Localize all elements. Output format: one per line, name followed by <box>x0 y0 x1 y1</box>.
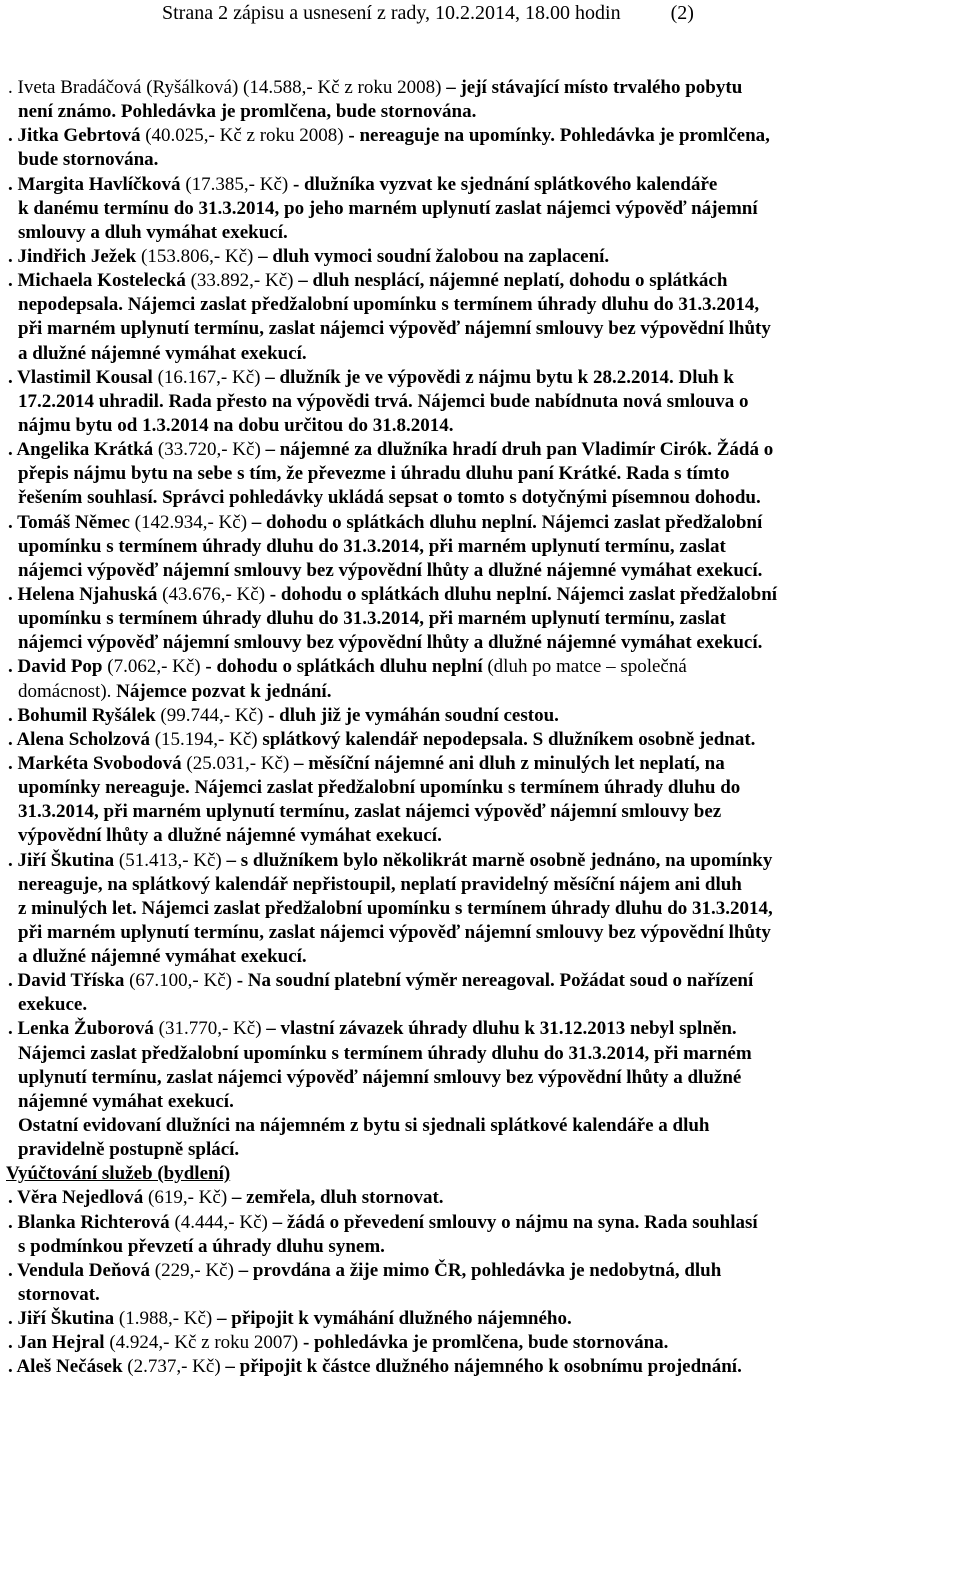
bold-text: řešením souhlasí. Správci pohledávky ukládá sepsat o tomto s dotyčnými písemnou dohodu. <box>18 487 761 509</box>
bold-text: – měsíční nájemné ani dluh z minulých let neplatí, na <box>294 752 725 774</box>
regular-text: (153.806,- Kč) <box>141 245 259 267</box>
list-item <box>0 1114 960 1162</box>
bold-text: upomínky nereaguje. Nájemci zaslat předžalobní upomínku s termínem úhrady dluhu do <box>18 777 741 799</box>
text-line <box>18 535 960 559</box>
regular-text: (99.744,- Kč) <box>160 704 269 726</box>
regular-text: (43.676,- Kč) <box>162 583 270 605</box>
text-line <box>18 148 960 172</box>
list-item <box>0 1186 960 1210</box>
list-item <box>0 1259 960 1307</box>
text-line <box>8 366 960 390</box>
regular-text: (33.892,- Kč) <box>190 270 299 292</box>
text-line <box>18 1283 960 1307</box>
text-line <box>8 655 960 679</box>
text-line <box>8 511 960 535</box>
bold-text: – vlastní závazek úhrady dluhu k 31.12.2013 nebyl splněn. <box>266 1018 737 1040</box>
text-line <box>18 342 960 366</box>
list-item <box>0 655 960 703</box>
text-line <box>18 680 960 704</box>
bold-text: . Michaela Kostelecká <box>8 270 191 292</box>
list-item <box>0 124 960 172</box>
text-line <box>18 197 960 221</box>
bold-text: 17.2.2014 uhradil. Rada přesto na výpovědi trvá. Nájemci bude nabídnuta nová smlouva o <box>18 390 749 412</box>
list-item <box>0 1307 960 1331</box>
bold-text: – dlužník je ve výpovědi z nájmu bytu k 28.2.2014. Dluh k <box>265 366 734 388</box>
bold-text: z minulých let. Nájemci zaslat předžalobní upomínku s termínem úhrady dluhu do 31.3.2014, <box>18 897 773 919</box>
regular-text: (dluh po matce – společná <box>487 656 687 678</box>
text-line <box>8 1331 960 1355</box>
regular-text: (4.924,- Kč z roku 2007) <box>109 1332 303 1354</box>
bold-text: . Markéta Svobodová <box>8 752 187 774</box>
list-item <box>0 269 960 366</box>
bold-text: při marném uplynutí termínu, zaslat nájemci výpověď nájemní smlouvy bez výpovědní lhůty <box>18 921 771 943</box>
bold-text: a dlužné nájemné vymáhat exekucí. <box>18 342 307 364</box>
list-item <box>0 1211 960 1259</box>
bold-text: přepis nájmu bytu na sebe s tím, že převezme i úhradu dluhu paní Krátké. Rada s tímto <box>18 463 730 485</box>
regular-text: (1.988,- Kč) <box>118 1308 218 1330</box>
list-item <box>0 245 960 269</box>
list-item <box>0 583 960 655</box>
bold-text: . Jindřich Ježek <box>8 245 141 267</box>
bold-text: . Aleš Nečásek <box>8 1356 128 1378</box>
text-line <box>8 76 960 100</box>
bold-text: upomínku s termínem úhrady dluhu do 31.3.2014, při marném uplynutí termínu, zaslat <box>18 608 726 630</box>
text-line <box>8 1211 960 1235</box>
text-line <box>18 993 960 1017</box>
bold-text: Nájemce pozvat k jednání. <box>116 680 332 702</box>
bold-text: . Tomáš Němec <box>8 511 135 533</box>
bold-text: exekuce. <box>18 994 88 1016</box>
text-line <box>18 1235 960 1259</box>
debtor-list <box>0 76 960 1380</box>
text-line <box>18 945 960 969</box>
text-line <box>18 873 960 897</box>
bold-text: - dlužníka vyzvat ke sjednání splátkového kalendáře <box>292 173 718 195</box>
bold-text: nájemné vymáhat exekucí. <box>18 1090 234 1112</box>
regular-text: . Iveta Bradáčová (Ryšálková) (14.588,- Kč z roku 2008) <box>8 77 447 98</box>
bold-text: . Vendula Deňová <box>8 1259 155 1281</box>
bold-text: – připojit k částce dlužného nájemného k osobnímu projednání. <box>225 1356 742 1378</box>
text-line <box>8 245 960 269</box>
text-line <box>8 438 960 462</box>
bold-text: - nereaguje na upomínky. Pohledávka je promlčena, <box>348 125 770 147</box>
regular-text: (229,- Kč) <box>154 1259 239 1281</box>
text-line <box>18 390 960 414</box>
list-item <box>0 704 960 728</box>
text-line <box>18 414 960 438</box>
bold-text: . Věra Nejedlová <box>8 1187 149 1209</box>
list-item <box>0 1355 960 1379</box>
regular-text: (17.385,- Kč) <box>185 173 293 195</box>
bold-text: nepodepsala. Nájemci zaslat předžalobní upomínku s termínem úhrady dluhu do 31.3.2014, <box>18 294 760 316</box>
bold-text: – její stávající místo trvalého pobytu <box>446 77 743 98</box>
text-line <box>18 559 960 583</box>
regular-text: (142.934,- Kč) <box>134 511 252 533</box>
bold-text: . Helena Njahuská <box>8 583 163 605</box>
list-item <box>0 969 960 1017</box>
regular-text: domácnost). <box>18 680 117 702</box>
regular-text: (67.100,- Kč) <box>129 970 237 992</box>
text-line <box>8 704 960 728</box>
bold-text: . Margita Havlíčková <box>8 173 186 195</box>
text-line <box>18 921 960 945</box>
page-header: Strana 2 zápisu a usnesení z rady, 10.2.2014, 18.00 hodin (2) <box>162 2 694 24</box>
bold-text: výpovědní lhůty a dlužné nájemné vymáhat exekucí. <box>18 825 442 847</box>
bold-text: – dluh nesplácí, nájemné neplatí, dohodu o splátkách <box>298 270 728 292</box>
bold-text: uplynutí termínu, zaslat nájemci výpověď nájemní smlouvy bez výpovědní lhůty a dlužné <box>18 1066 742 1088</box>
bold-text: . Jiří Škutina <box>8 1308 119 1330</box>
bold-text: bude stornována. <box>18 149 159 171</box>
list-item <box>0 511 960 583</box>
bold-text: – dohodu o splátkách dluhu neplní. Nájemci zaslat předžalobní <box>251 511 763 533</box>
regular-text: (619,- Kč) <box>148 1187 232 1209</box>
regular-text: (4.444,- Kč) <box>174 1211 273 1233</box>
bold-text: - dohodu o splátkách dluhu neplní. Nájemci zaslat předžalobní <box>269 583 778 605</box>
text-line <box>8 1186 960 1210</box>
regular-text: (15.194,- Kč) <box>154 728 263 750</box>
regular-text: (7.062,- Kč) <box>107 656 206 678</box>
bold-text: – připojit k vymáhání dlužného nájemného. <box>217 1308 572 1330</box>
text-line <box>18 462 960 486</box>
text-line <box>18 221 960 245</box>
bold-text: – nájemné za dlužníka hradí druh pan Vladimír Cirók. Žádá o <box>265 439 774 461</box>
regular-text: (51.413,- Kč) <box>118 849 227 871</box>
bold-text: . Jitka Gebrtová <box>8 125 146 147</box>
text-line <box>8 1307 960 1331</box>
bold-text: . Vlastimil Kousal <box>8 366 158 388</box>
list-item <box>0 76 960 124</box>
list-item <box>0 752 960 849</box>
bold-text: – s dlužníkem bylo několikrát marně osobně jednáno, na upomínky <box>226 849 773 871</box>
text-line <box>8 124 960 148</box>
list-item <box>0 728 960 752</box>
bold-text: není známo. Pohledávka je promlčena, bude stornována. <box>18 101 477 123</box>
bold-text: a dlužné nájemné vymáhat exekucí. <box>18 946 307 968</box>
bold-text: 31.3.2014, při marném uplynutí termínu, zaslat nájemci výpověď nájemní smlouvy bez <box>18 801 722 823</box>
bold-text: - dluh již je vymáhán soudní cestou. <box>268 704 559 726</box>
list-item <box>0 366 960 438</box>
text-line <box>18 824 960 848</box>
bold-text: nájemci výpověď nájemní smlouvy bez výpovědní lhůty a dlužné nájemné vymáhat exekucí. <box>18 632 763 654</box>
regular-text: (31.770,- Kč) <box>158 1018 267 1040</box>
text-line <box>18 293 960 317</box>
bold-text: . Bohumil Ryšálek <box>8 704 161 726</box>
text-line <box>18 776 960 800</box>
bold-text: při marném uplynutí termínu, zaslat nájemci výpověď nájemní smlouvy bez výpovědní lhůty <box>18 318 771 340</box>
text-line <box>18 1138 960 1162</box>
text-line <box>8 728 960 752</box>
text-line <box>18 486 960 510</box>
text-line <box>18 897 960 921</box>
bold-text: k danému termínu do 31.3.2014, po jeho marném uplynutí zaslat nájemci výpověď nájemní <box>18 197 758 219</box>
text-line <box>18 800 960 824</box>
text-line <box>18 317 960 341</box>
list-item <box>0 438 960 510</box>
bold-text: s podmínkou převzetí a úhrady dluhu synem. <box>18 1235 385 1257</box>
bold-text: – žádá o převedení smlouvy o nájmu na syna. Rada souhlasí <box>272 1211 758 1233</box>
text-line <box>8 849 960 873</box>
text-line <box>18 607 960 631</box>
bold-text: - pohledávka je promlčena, bude stornována. <box>302 1332 669 1354</box>
text-line <box>18 1042 960 1066</box>
bold-text: . David Pop <box>8 656 108 678</box>
section-heading: Vyúčtování služeb (bydlení) <box>6 1163 231 1185</box>
list-item <box>0 849 960 970</box>
text-line <box>18 1066 960 1090</box>
text-line <box>8 583 960 607</box>
bold-text: stornovat. <box>18 1284 100 1306</box>
bold-text: nájemci výpověď nájemní smlouvy bez výpovědní lhůty a dlužné nájemné vymáhat exekucí. <box>18 559 763 581</box>
bold-text: smlouvy a dluh vymáhat exekucí. <box>18 221 288 243</box>
bold-text: . Angelika Krátká <box>8 439 158 461</box>
bold-text: - Na soudní platební výměr nereagoval. Požádat soud o nařízení <box>236 970 754 992</box>
regular-text: (16.167,- Kč) <box>157 366 266 388</box>
bold-text: . Jiří Škutina <box>8 849 119 871</box>
regular-text: (2.737,- Kč) <box>127 1356 226 1378</box>
regular-text: (33.720,- Kč) <box>157 439 266 461</box>
text-line <box>8 1017 960 1041</box>
text-line <box>18 1090 960 1114</box>
bold-text: . Lenka Žuborová <box>8 1018 159 1040</box>
bold-text: – provdána a žije mimo ČR, pohledávka je nedobytná, dluh <box>238 1259 722 1281</box>
text-line <box>8 1259 960 1283</box>
text-line <box>8 269 960 293</box>
list-item <box>0 173 960 245</box>
regular-text: (25.031,- Kč) <box>186 752 295 774</box>
bold-text: Ostatní evidovaní dlužníci na nájemném z bytu si sjednali splátkové kalendáře a dluh <box>18 1115 710 1137</box>
bold-text: splátkový kalendář nepodepsala. S dlužníkem osobně jednat. <box>262 728 756 750</box>
list-item <box>0 1331 960 1355</box>
bold-text: . Jan Hejral <box>8 1332 110 1354</box>
bold-text: . Blanka Richterová <box>8 1211 175 1233</box>
text-line <box>8 969 960 993</box>
bold-text: . Alena Scholzová <box>8 728 155 750</box>
text-line <box>18 100 960 124</box>
text-line <box>8 752 960 776</box>
text-line <box>18 631 960 655</box>
bold-text: Nájemci zaslat předžalobní upomínku s termínem úhrady dluhu do 31.3.2014, při marném <box>18 1042 752 1064</box>
bold-text: pravidelně postupně splácí. <box>18 1139 240 1161</box>
bold-text: nereaguje, na splátkový kalendář nepřistoupil, neplatí pravidelný měsíční nájem ani dluh <box>18 873 742 895</box>
text-line <box>8 1355 960 1379</box>
regular-text: (40.025,- Kč z roku 2008) <box>145 125 349 147</box>
bold-text: upomínku s termínem úhrady dluhu do 31.3.2014, při marném uplynutí termínu, zaslat <box>18 535 726 557</box>
text-line <box>18 1114 960 1138</box>
bold-text: – zemřela, dluh stornovat. <box>231 1187 444 1209</box>
bold-text: – dluh vymoci soudní žalobou na zaplacení. <box>258 245 610 267</box>
bold-text: - dohodu o splátkách dluhu neplní <box>205 656 488 678</box>
list-item <box>0 1017 960 1114</box>
text-line <box>8 173 960 197</box>
bold-text: nájmu bytu od 1.3.2014 na dobu určitou do 31.8.2014. <box>18 414 454 436</box>
bold-text: . David Tříska <box>8 970 130 992</box>
